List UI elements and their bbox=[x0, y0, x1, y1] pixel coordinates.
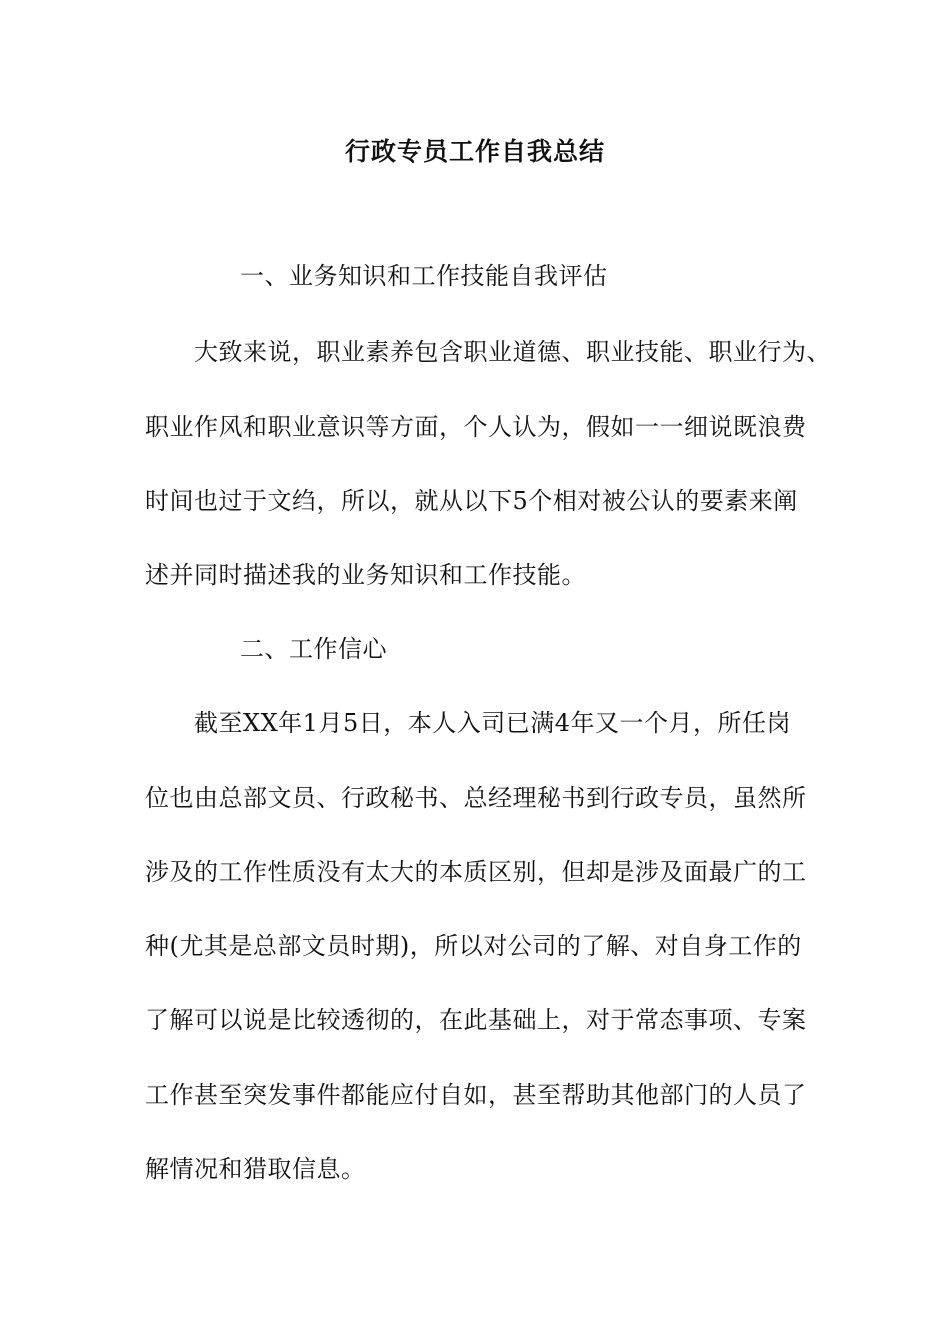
paragraph-2-line-5: 了解可以说是比较透彻的，在此基础上，对于常态事项、专案 bbox=[145, 1006, 807, 1034]
paragraph-1-line-4: 述并同时描述我的业务知识和工作技能。 bbox=[145, 561, 586, 589]
paragraph-1-line-3: 时间也过于文绉，所以，就从以下5个相对被公认的要素来阐 bbox=[145, 487, 798, 515]
paragraph-1-line-1: 大致来说，职业素养包含职业道德、职业技能、职业行为、 bbox=[145, 338, 831, 366]
document-title: 行政专员工作自我总结 bbox=[344, 137, 605, 166]
paragraph-2-line-6: 工作甚至突发事件都能应付自如，甚至帮助其他部门的人员了 bbox=[145, 1081, 807, 1109]
paragraph-2-line-4: 种(尤其是总部文员时期)，所以对公司的了解、对自身工作的 bbox=[145, 932, 802, 960]
paragraph-2-line-3: 涉及的工作性质没有太大的本质区别，但却是涉及面最广的工 bbox=[145, 858, 807, 886]
paragraph-2-line-1: 截至XX年1月5日，本人入司已满4年又一个月，所任岗 bbox=[145, 709, 791, 737]
paragraph-1-line-2: 职业作风和职业意识等方面，个人认为，假如一一细说既浪费 bbox=[145, 413, 807, 441]
section-heading-1: 一、业务知识和工作技能自我评估 bbox=[240, 262, 608, 290]
paragraph-2-line-7: 解情况和猎取信息。 bbox=[145, 1155, 366, 1183]
section-heading-2: 二、工作信心 bbox=[240, 635, 387, 663]
paragraph-2-line-2: 位也由总部文员、行政秘书、总经理秘书到行政专员，虽然所 bbox=[145, 784, 807, 812]
